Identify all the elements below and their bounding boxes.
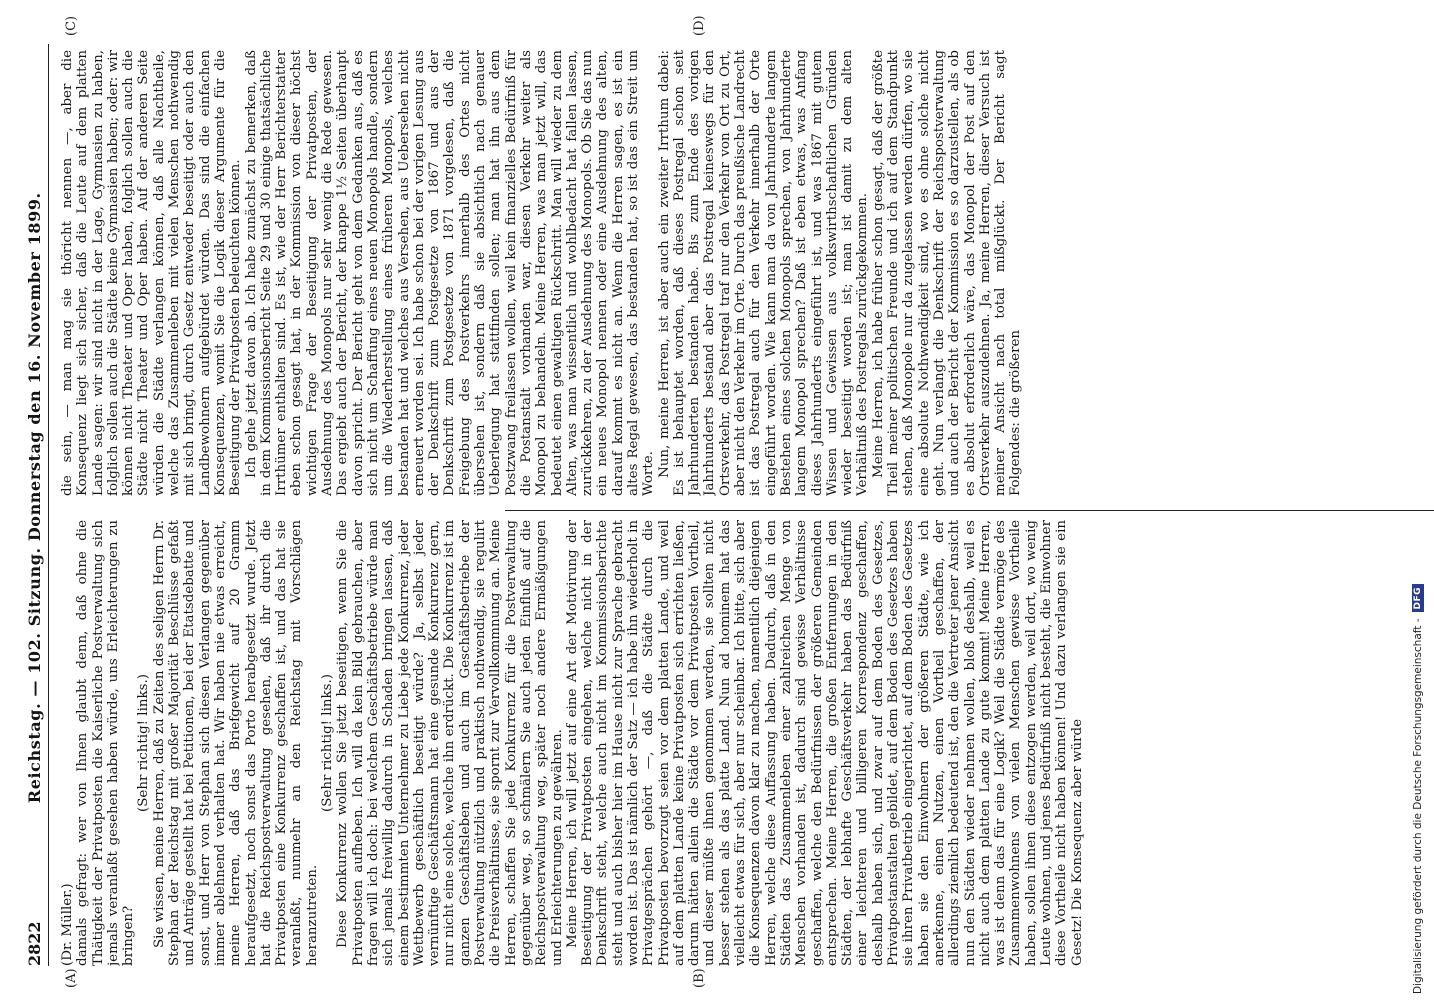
paragraph: damals gefragt: wer von Ihnen glaubt denn, daß ohne die Thätigkeit der Privatposten die Kaiserliche Postverwaltung sich jemals veranlaßt gesehen haben würde, uns Erleichterungen zu bringen? (75, 520, 137, 966)
column-divider (505, 510, 1434, 511)
paragraph: Sie wissen, meine Herren, daß zu Zeiten des seligen Herrn Dr. Stephan der Reichstag mit großer Majorität Beschlüsse gefaßt und Anträge gestellt hat bei Petitionen, bei der Etatsdebatte und sonst, und Herr von Stephan sich diesen Verlangen gegenüber immer ablehnend verhalten hat. Wir haben nie etwas erreicht, meine Herren, daß das Briefgewicht auf 20 Gramm heraufgesetzt, noch sonst das Porto herabgesetzt wurde. Jetzt hat die Reichspostverwaltung gesehen, daß ihr durch die Privatposten eine Konkurrenz geschaffen ist, und das hat sie veranlaßt, nunmehr an den Reichstag mit Vorschlägen heranzutreten. (151, 520, 320, 966)
left-column (60, 520, 1400, 966)
page-number: 2822 (24, 921, 44, 966)
digitization-footer (1408, 0, 1428, 1000)
paragraph: die sein, — man mag sie thöricht nennen —, aber die Konsequenz liegt sich sicher, daß die Leute auf dem platten Lande sagen: wir sind nicht in der Lage, Gymnasien zu haben, folglich sollen auch die Städte keine Gymnasien haben; oder: wir können nicht Theater und Oper haben, folglich sollen auch die Städte nicht Theater und Oper haben. Auf der anderen Seite würden die Städte verlangen können, daß alle Nachtheile, welche das Zusammenleben mit vielen Menschen nothwendig mit sich bringt, durch Gesetz entweder beseitigt oder auch den Landbewohnern aufgebürdet würden. Das sind die einfachen Konsequenzen, womit Sie die Logik dieser Argumente für die Beseitigung der Privatposten beleuchten können. (60, 50, 244, 496)
page-title: Reichstag. — 102. Sitzung. Donnerstag den 16. November 1899. (24, 192, 44, 804)
right-column (60, 50, 1400, 496)
margin-letter-c: (C) (64, 15, 79, 36)
margin-letter-d: (D) (692, 15, 707, 36)
interjection: (Sehr richtig! links.) (320, 674, 336, 812)
margin-letter-a: (A) (64, 968, 79, 988)
footer-text: Digitalisierung gefördert durch die Deutsche Forschungsgemeinschaft - (1412, 618, 1424, 994)
paragraph: Nun, meine Herren, ist aber auch ein zweiter Irrthum dabei: Es ist behauptet worden, daß dieses Postregal schon seit Jahrhunderten bestanden habe. Bis zum Ende des vorigen Jahrhunderts bestand aber das Postregal keineswegs für den Ortsverkehr, das Postregal traf nur den Verkehr von Ort zu Ort, aber nicht den Verkehr im Orte. Durch das preußische Landrecht ist das Postregal auch für den Verkehr innerhalb der Orte eingeführt worden. Wie kann man da von Jahrhunderte langem Bestehen eines solchen Monopols sprechen, von Jahrhunderte langem Monopol sprechen? Daß ist eben etwas, was Anfang dieses Jahrhunderts eingeführt ist, und was 1867 mit gutem Wissen und Gewissen aus volkswirthschaftlichen Gründen wieder beseitigt worden ist; man ist damit zu dem alten Verhältniß des Postregals zurückgekommen. (656, 50, 871, 496)
paragraph: Ich gehe jetzt davon ab. Ich habe zunächst zu bemerken, daß in dem Kommissionsbericht Seite 29 und 30 einige thatsächliche Irrthümer enthalten sind. Es ist, wie der Herr Berichterstatter eben schon gesagt hat, in der Kommission von dieser höchst wichtigen Frage der Beseitigung der Privatposten, der Ausdehnung des Monopols nur sehr wenig die Rede gewesen. Das ergiebt auch der Bericht, der knappe 1½ Seiten überhaupt davon spricht. Der Bericht geht von dem Gedanken aus, daß es sich nicht um Schaffung eines neuen Monopols handle, sondern um die Wiederherstellung eines früheren Monopols, welches bestanden hat und welches aus Versehen, aus Uebersehen nicht erneuert worden sei. Ich habe schon bei der vorigen Lesung aus der Denkschrift zum Postgesetze von 1867 und aus der Denkschrift zum Postgesetze von 1871 vorgelesen, daß die Freigebung des Postverkehrs innerhalb des Ortes nicht übersehen ist, sondern daß sie absichtlich nach genauer Ueberlegung hat stattfinden sollen; man hat ihn aus dem Postzwang freilassen wollen, weil kein finanzielles Bedürfniß für die Postanstalt vorhanden war, diesen Verkehr weiter als Monopol zu behandeln. Meine Herren, was man jetzt will, das bedeutet einen gewaltigen Rückschritt. Man will wieder zu dem Alten, was man wissentlich und wohlbedacht hat fallen lassen, zurückkehren, zu der Ausdehnung des Monopols. Ob Sie das nun ein neues Monopol nennen oder eine Ausdehnung des alten, darauf kommt es nicht an. Wenn die Herren sagen, es ist ein altes Regal gewesen, das bestanden hat, so ist das ein Streit um Worte. (243, 50, 657, 496)
page-header (22, 44, 49, 966)
margin-letter-b: (B) (692, 968, 707, 988)
paragraph: Diese Konkurrenz wollen Sie jetzt beseitigen, wenn Sie die Privatposten aufheben. Ich will da kein Bild gebrauchen, aber fragen will ich doch: bei welchem Geschäftsbetriebe würde man sich jemals freiwillig dadurch in Schaden bringen lassen, daß einem bestimmten Unternehmer zu Liebe jede Konkurrenz, jeder Wettbewerb geschäftlich beseitigt würde? Ja, selbst jeder vernünftige Geschäftsmann hat eine gesunde Konkurrenz gern, nur nicht eine solche, welche ihn erdrückt. Die Konkurrenz ist im ganzen Geschäftsleben und auch im Geschäftsbetriebe der Postverwaltung nützlich und praktisch nothwendig, sie regulirt die Preisverhältnisse, sie spornt zur Vervollkommnung an. Meine Herren, schaffen Sie jede Konkurrenz für die Postverwaltung gegenüber weg, so schmälern Sie auch jeden Einfluß auf die Reichspostverwaltung weg, später noch andere Ermäßigungen und Erleichterungen zu gewähren. (335, 520, 565, 966)
interjection: (Sehr richtig! links.) (136, 674, 152, 812)
paragraph: Meine Herren, ich habe früher schon gesagt, daß der größte Theil meiner politischen Freunde und ich auf dem Standpunkt stehen, daß Monopole nur da zugelassen werden dürfen, wo sie eine absolute Nothwendigkeit sind, wo es ohne solche nicht geht. Nun verlangt die Denkschrift der Reichspostverwaltung und auch der Bericht der Kommission es so darzustellen, als ob es absolut erforderlich wäre, das Monopol der Post auf den Ortsverkehr auszudehnen. Ja, meine Herren, dieser Versuch ist meiner Ansicht nach total mißglückt. Der Bericht sagt Folgendes: die größeren (870, 50, 1024, 496)
paragraph: Meine Herren, ich will jetzt auf eine Art der Motivirung der Beseitigung der Privatposten eingehen, welche nicht in der Denkschrift steht, welche auch nicht im Kommissionsberichte steht und auch bisher hier im Hause nicht zur Sprache gebracht worden ist. Das ist nämlich der Satz — ich habe ihn wiederholt in Privatgesprächen gehört —, daß die Städte durch die Privatposten bevorzugt seien vor dem platten Lande, und weil auf dem platten Lande keine Privatposten sich errichten ließen, darum hätten allein die Städte vor dem Privatposten Vortheil, und dieser müßte ihnen genommen werden, sie sollten nicht besser stehen als das platte Land. Nun ad hominem hat das vielleicht etwas für sich, aber nur scheinbar. Ich bitte, sich aber die Konsequenzen davon klar zu machen, namentlich diejenigen Herren, welche diese Auffassung haben. Dadurch, daß in den Städten das Zusammenleben einer zahlreichen Menge von Menschen vorhanden ist, dadurch sind gewisse Verhältnisse geschaffen, welche den Bedürfnissen der größeren Gemeinden entsprechen. Meine Herren, die großen Entfernungen in den Städten, der lebhafte Geschäftsverkehr haben das Bedürfniß einer leichteren und billigeren Korrespondenz geschaffen, deshalb haben sich, und zwar auf dem Boden des Gesetzes, Privatpostanstalten gebildet, auf dem Boden des Gesetzes haben sie ihren Privatbetrieb eingerichtet, auf dem Boden des Gesetzes haben sie den Einwohnern der größeren Städte, wie ich anerkenne, einen Nutzen, einen Vortheil geschaffen, der allerdings ziemlich bedeutend ist, den die Vertreter jener Ansicht nun den Städten wieder nehmen wollen, bloß deshalb, weil es nicht auch dem platten Lande zu gute kommt! Meine Herren, was ist denn das für eine Logik? Weil die Städte vermöge des Zusammenwohnens von vielen Menschen gewisse Vortheile haben, sollen ihnen diese entzogen werden, weil dort, wo wenig Leute wohnen, und jenes Bedürfniß nicht besteht, die Einwohner diese Vortheile nicht haben können! Und dazu verlangen sie ein Gesetz! Die Konsequenz aber würde (564, 520, 1085, 966)
speaker-name: (Dr. Müller.) (60, 883, 75, 966)
dfg-logo: DFG (1412, 584, 1424, 613)
